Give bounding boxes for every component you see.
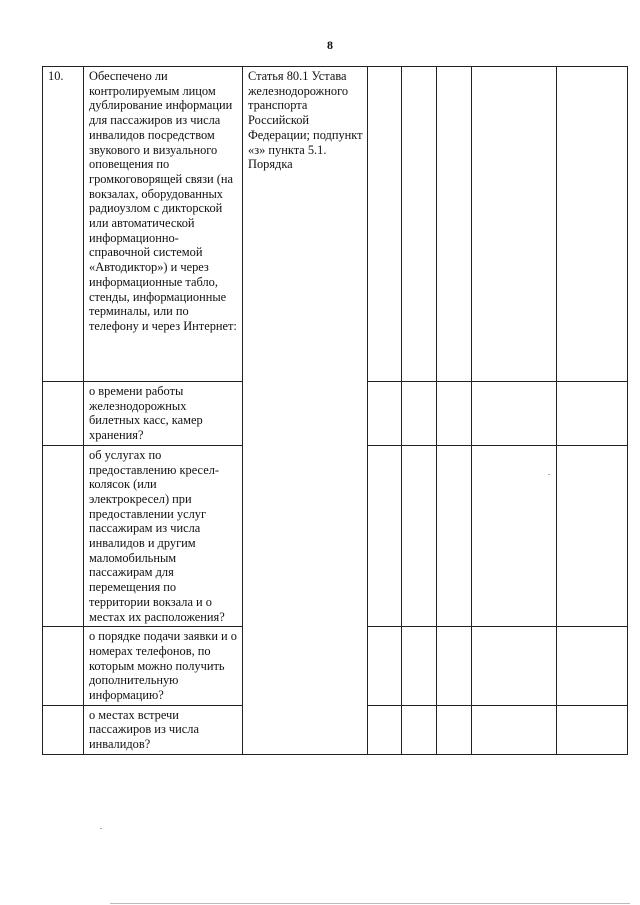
answer-not-applicable-cell (437, 382, 472, 446)
answer-not-applicable-cell (437, 67, 472, 382)
answer-yes-cell (368, 705, 402, 754)
remarks-cell (557, 705, 628, 754)
subitem-text: о порядке подачи заявки и о номерах телефонов, по которым можно получить дополнительную информацию? (84, 627, 243, 706)
remarks-cell (557, 67, 628, 382)
answer-no-cell (402, 705, 437, 754)
subitem-text: об услугах по предоставлению кресел-колясок (или электрокресел) при предоставлении услуг пассажирам из числа инвалидов и другим маломобильным пассажирам для перемещения по территории вокзала и о местах их расположения? (84, 445, 243, 626)
scan-speck (100, 828, 102, 829)
subitem-text: о местах встречи пассажиров из числа инвалидов? (84, 705, 243, 754)
answer-not-applicable-cell (437, 627, 472, 706)
remarks-cell (557, 445, 628, 626)
answer-yes-cell (368, 382, 402, 446)
answer-not-applicable-cell (437, 445, 472, 626)
empty-number-cell (43, 445, 84, 626)
remarks-cell (557, 627, 628, 706)
checklist-table (42, 66, 628, 755)
subitem-text: о времени работы железнодорожных билетных касс, камер хранения? (84, 382, 243, 446)
notes-cell (472, 627, 557, 706)
table-row (43, 67, 628, 382)
answer-no-cell (402, 382, 437, 446)
empty-number-cell (43, 705, 84, 754)
notes-cell (472, 705, 557, 754)
empty-number-cell (43, 627, 84, 706)
notes-cell (472, 445, 557, 626)
answer-not-applicable-cell (437, 705, 472, 754)
notes-cell (472, 67, 557, 382)
answer-no-cell (402, 445, 437, 626)
answer-yes-cell (368, 627, 402, 706)
scan-speck (548, 474, 550, 475)
scan-edge-line (110, 903, 630, 904)
row-number: 10. (43, 67, 84, 382)
legal-requirement: Статья 80.1 Устава железнодорожного транспорта Российской Федерации; подпункт «з» пункта 5.1. Порядка (243, 67, 368, 755)
answer-yes-cell (368, 67, 402, 382)
answer-no-cell (402, 627, 437, 706)
remarks-cell (557, 382, 628, 446)
notes-cell (472, 382, 557, 446)
question-text: Обеспечено ли контролируемым лицом дублирование информации для пассажиров из числа инвалидов посредством звукового и визуального оповещения по громкоговорящей связи (на вокзалах, оборудованных радиоузлом с дикторской или автоматической информационно-справочной системой «Автодиктор») и через информационные табло, стенды, информационные терминалы, или по телефону и через Интернет: (84, 67, 243, 382)
empty-number-cell (43, 382, 84, 446)
answer-yes-cell (368, 445, 402, 626)
page-number: 8 (327, 38, 333, 52)
answer-no-cell (402, 67, 437, 382)
